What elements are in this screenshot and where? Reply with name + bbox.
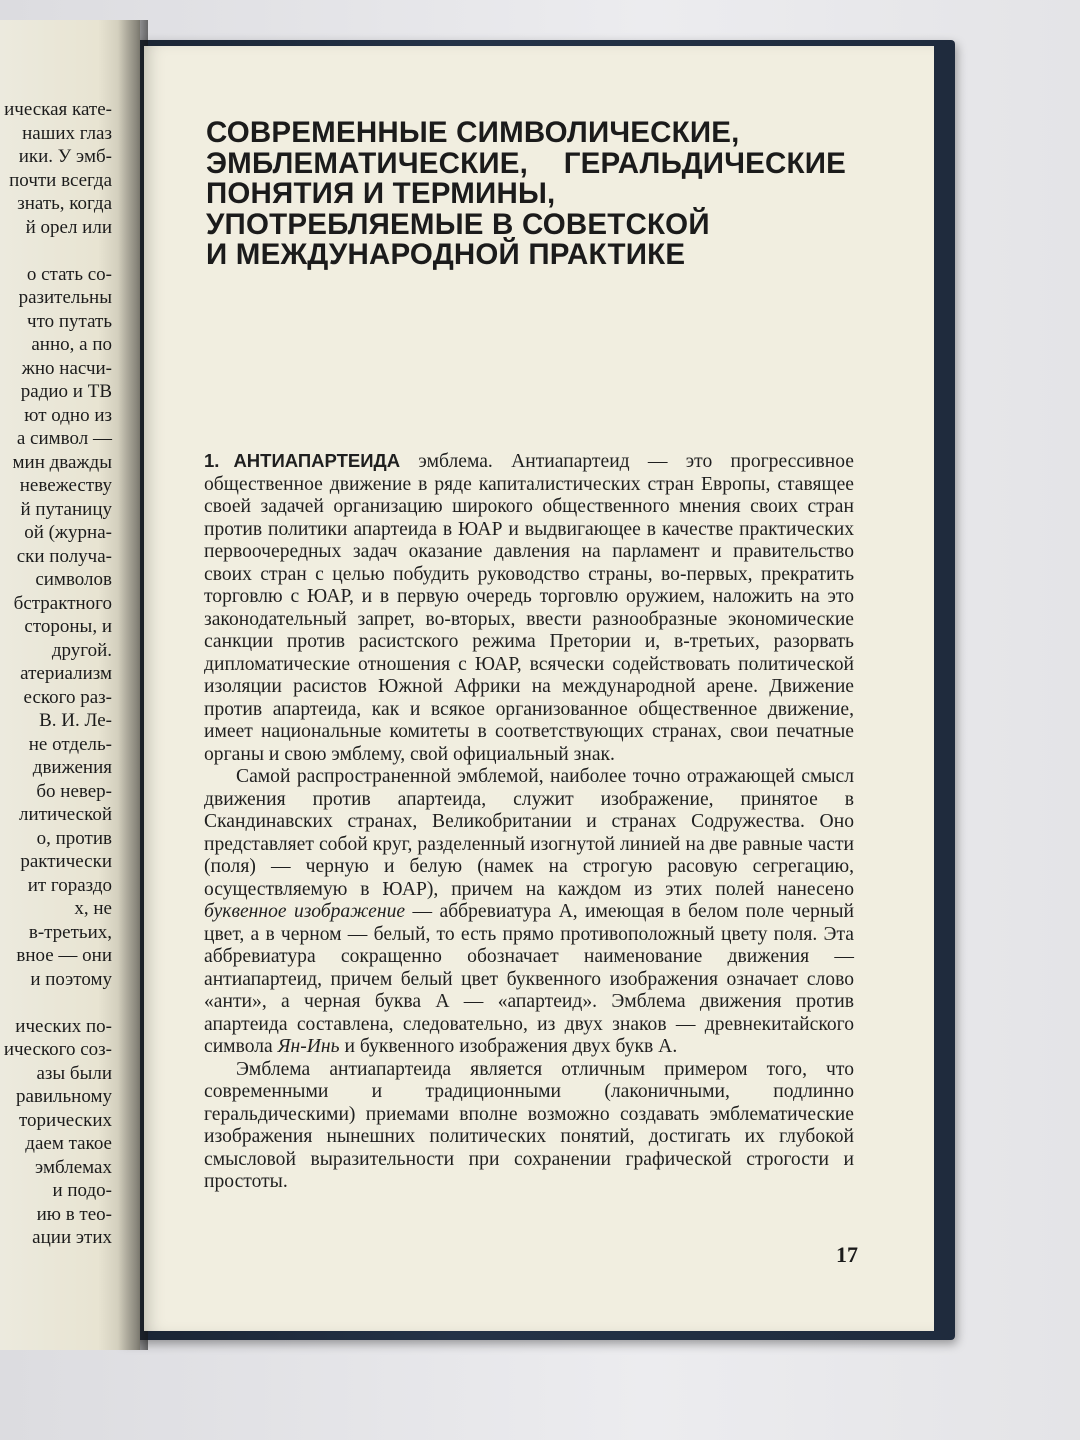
left-page-gap [0,991,112,1015]
left-page-line: ой (журна- [24,522,112,543]
left-page-line: и поэтому [30,968,112,990]
left-page-line: а символ — [16,428,112,449]
left-page-line: разительны [18,287,112,308]
left-page-line: невежеству [19,475,112,496]
right-page [144,46,934,1331]
left-page-line: ических по- [15,1015,112,1037]
section-title [206,118,846,271]
left-page-line: другой. [51,639,112,661]
left-page-line: ию в тео- [36,1203,112,1225]
left-page-line: стороны, и [24,616,112,637]
italic-term: Ян-Инь [277,1036,340,1057]
left-page-line: бо невер- [36,780,112,802]
left-page-line: азы были [36,1062,112,1084]
entry-paragraph [204,450,854,766]
left-page-line: торических [18,1109,112,1131]
left-page-line: радио и ТВ [20,381,112,402]
left-page-line: ит гораздо [27,874,112,896]
title-line: И МЕЖДУНАРОДНОЙ ПРАКТИКЕ [206,238,686,271]
left-page-line: не отдель- [28,733,112,755]
entry-paragraph [204,1059,854,1194]
title-line: ПОНЯТИЯ И ТЕРМИНЫ, [206,177,556,210]
left-page-line: движения [32,757,112,778]
left-page-line: даем такое [25,1133,112,1154]
title-line: СОВРЕМЕННЫЕ СИМВОЛИЧЕСКИЕ, [206,116,740,149]
left-page-line: бстрактного [13,592,112,614]
left-page-line: ического соз- [3,1039,112,1060]
left-page-line: ики. У эмб- [18,146,112,167]
left-page-text [0,98,112,1250]
left-page-line: равильному [15,1086,112,1107]
paragraph-text: — аббревиатура А, имеющая в белом поле черный цвет, а в черном — белый, то есть прямо противоположный цвету поля. Эта аббревиатура сокращенно обозначает наименование движения — антиапартеид, причем белый цвет буквенного изображения означает слово «анти», а черная буква А — «апартеид». Эмблема движения против апартеида составлена, следовательно, из двух знаков — древнекитайского символа [204,901,854,1057]
left-page-line: еского раз- [23,686,112,708]
left-page-line: мин дважды [12,451,112,473]
left-page-line: наших глаз [22,122,112,144]
entry-paragraph [204,766,854,1059]
left-page-line: ации этих [32,1227,112,1248]
entry-number: 1. [204,450,220,471]
left-page-line: символов [35,569,112,590]
left-page-line: ски получа- [16,545,112,567]
title-line: ЭМБЛЕМАТИЧЕСКИЕ, ГЕРАЛЬДИЧЕСКИЕ [206,146,846,180]
left-page-line: анно, а по [31,334,112,355]
left-page-line: атериализм [20,663,112,684]
left-page-line: вное — они [16,945,112,966]
entry-heading: АНТИАПАРТЕИДА [233,450,401,471]
left-page-gap [0,239,112,263]
italic-term: буквенное изображение [204,901,406,922]
paragraph-text: Самой распространенной эмблемой, наиболее точно отражающей смысл движения против апартеида, служит изображение, принятое в Скандинавских странах, Великобритании и странах Содружества. Оно представляет собой круг, разделенный изогнутой линией на две равные части (поля) — черную и белую (намек на строгую расовую сегрегацию, осуществляемую в ЮАР), причем на каждом из этих полей нанесено [204,766,854,900]
page-number: 17 [836,1242,858,1267]
left-page-line: рактически [20,851,112,872]
paragraph-text: Эмблема антиапартеида является отличным примером того, что современными и традиционными (лаконичными, подлинно геральдическими) приемами вполне возможно создавать эмблематические изображения нынешних политических понятий, достигать их глубокой смысловой выразительности при сохранении графической строгости и простоты. [204,1058,854,1192]
left-page-line: В. И. Ле- [39,710,112,731]
left-page-line: литической [19,804,112,825]
left-page-line: х, не [74,898,112,919]
left-page-line: в-третьих, [28,921,112,943]
left-page-line: й орел или [25,216,112,238]
left-page-line: и подо- [52,1180,112,1201]
left-page-line: ическая кате- [4,99,112,120]
left-page-line: почти всегда [9,169,112,191]
left-page-line: знать, когда [17,193,112,214]
left-page-line: эмблемах [35,1156,112,1178]
title-line: УПОТРЕБЛЯЕМЫЕ В СОВЕТСКОЙ [206,207,710,241]
left-page-line: жно насчи- [21,357,112,379]
left-page-line: ют одно из [24,404,112,426]
left-page-line: й путаницу [20,498,112,520]
paragraph-text: и буквенного изображения двух букв А. [344,1036,678,1057]
entry-body [204,450,854,1194]
left-page-line: о стать со- [26,263,112,285]
left-page-line: что путать [27,310,112,332]
left-page-line: о, против [36,827,112,849]
paragraph-text: эмблема. Антиапартеид — это прогрессивное общественное движение в ряде капиталистических стран Европы, ставящее своей задачей организацию широкого общественного мнения своих стран против политики апартеида в ЮАР и выдвигающее в качестве практических первоочередных задач оказание давления на парламент и правительство своих стран с целью побудить руководство страны, во-первых, прекратить торговлю с ЮАР, и в первую очередь торговлю оружием, наложить на это законодательный запрет, во-вторых, ввести разнообразные экономические санкции против расистского режима Претории и, в-третьих, разорвать дипломатические отношения с ЮАР, всячески содействовать политической изоляции расистов Южной Африки на международной арене. Движение против апартеида, как и всякое организованное общественное движение, имеет национальные комитеты в соответствующих странах, свои печатные органы и свою эмблему, свой официальный знак. [204,451,854,765]
